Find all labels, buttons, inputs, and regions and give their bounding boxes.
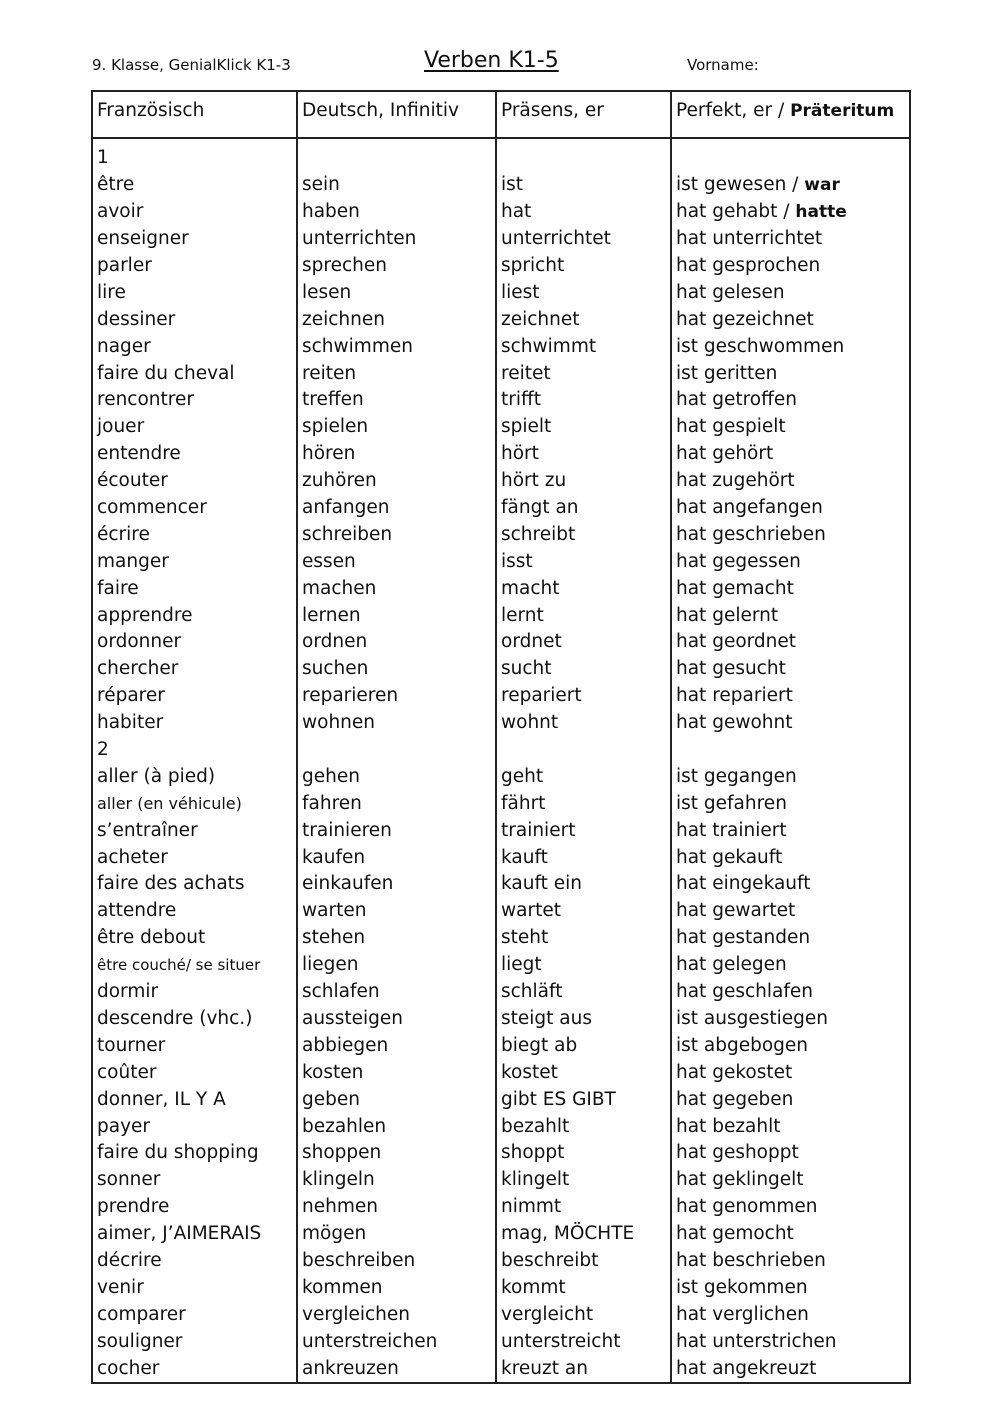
perfect-text: hat verglichen xyxy=(676,1303,809,1325)
table-row xyxy=(92,333,910,360)
german-infinitive: unterrichten xyxy=(297,226,496,253)
present-form: mag, MÖCHTE xyxy=(496,1221,671,1248)
empty-cell xyxy=(496,145,671,172)
perfect-form xyxy=(671,253,910,280)
perfect-form xyxy=(671,871,910,898)
perfect-text: ist gefahren xyxy=(676,792,787,814)
table-row xyxy=(92,468,910,495)
table-header-row xyxy=(92,91,910,138)
perfect-text: hat gehabt / xyxy=(676,201,796,223)
table-row xyxy=(92,172,910,199)
perfect-form xyxy=(671,279,910,306)
perfect-form xyxy=(671,1301,910,1328)
perfect-form xyxy=(671,1274,910,1301)
perfect-text: hat geschlafen xyxy=(676,981,813,1003)
german-infinitive: nehmen xyxy=(297,1194,496,1221)
table-row xyxy=(92,1301,910,1328)
french-verb: acheter xyxy=(92,844,297,871)
perfect-text: hat gesprochen xyxy=(676,255,821,276)
table-row xyxy=(92,306,910,333)
perfect-text: hat angekreuzt xyxy=(676,1357,817,1379)
perfect-text: ist abgebogen xyxy=(676,1034,809,1056)
perfect-form xyxy=(671,1194,910,1221)
perfect-text: hat gegeben xyxy=(676,1088,794,1110)
french-verb: donner, IL Y A xyxy=(92,1086,297,1113)
perfect-text: hat gelernt xyxy=(676,604,779,626)
german-infinitive: schreiben xyxy=(297,521,496,548)
german-infinitive: liegen xyxy=(297,952,496,979)
perfect-text: hat gehört xyxy=(676,443,774,465)
german-infinitive: kommen xyxy=(297,1274,496,1301)
present-form: trifft xyxy=(496,387,671,414)
perfect-text: hat gekauft xyxy=(676,846,783,868)
french-verb: être xyxy=(92,172,297,199)
table-row xyxy=(92,952,910,979)
present-form: wartet xyxy=(496,898,671,925)
perfect-text: hat unterstrichen xyxy=(676,1330,837,1352)
french-verb: payer xyxy=(92,1113,297,1140)
french-verb: faire des achats xyxy=(92,871,297,898)
perfect-form xyxy=(671,844,910,871)
section-2-row xyxy=(92,737,910,764)
perfect-form xyxy=(671,1059,910,1086)
perfect-form xyxy=(671,1086,910,1113)
french-verb: écrire xyxy=(92,521,297,548)
perfect-form xyxy=(671,790,910,817)
table-row xyxy=(92,279,910,306)
present-form: klingelt xyxy=(496,1167,671,1194)
present-form: hört xyxy=(496,441,671,468)
french-verb: aller (en véhicule) xyxy=(92,790,297,817)
french-verb: commencer xyxy=(92,495,297,522)
french-verb: coûter xyxy=(92,1059,297,1086)
perfect-text: ist gegangen xyxy=(676,765,797,787)
present-form: reitet xyxy=(496,360,671,387)
table-row xyxy=(92,521,910,548)
verb-table-body xyxy=(92,138,910,1383)
perfect-text: hat geklingelt xyxy=(676,1169,804,1191)
present-form: macht xyxy=(496,575,671,602)
perfect-form xyxy=(671,898,910,925)
table-row xyxy=(92,1248,910,1275)
perfect-form xyxy=(671,683,910,710)
german-infinitive: spielen xyxy=(297,414,496,441)
present-form: lernt xyxy=(496,602,671,629)
table-row xyxy=(92,548,910,575)
perfect-form xyxy=(671,495,910,522)
perfect-text: hat gemocht xyxy=(676,1223,794,1245)
present-form: gibt ES GIBT xyxy=(496,1086,671,1113)
german-infinitive: treffen xyxy=(297,387,496,414)
table-row xyxy=(92,387,910,414)
table-row xyxy=(92,790,910,817)
table-row xyxy=(92,1059,910,1086)
german-infinitive: zuhören xyxy=(297,468,496,495)
german-infinitive: schlafen xyxy=(297,979,496,1006)
verb-table xyxy=(91,90,911,1384)
table-row xyxy=(92,1140,910,1167)
french-verb: attendre xyxy=(92,898,297,925)
french-verb: aller (à pied) xyxy=(92,763,297,790)
present-form: schläft xyxy=(496,979,671,1006)
present-form: nimmt xyxy=(496,1194,671,1221)
table-row xyxy=(92,1355,910,1383)
empty-cell xyxy=(297,737,496,764)
perfect-text: hat gespielt xyxy=(676,416,786,438)
table-row xyxy=(92,1006,910,1033)
perfect-form xyxy=(671,1328,910,1355)
preterite-text: hatte xyxy=(795,202,847,223)
empty-cell xyxy=(297,145,496,172)
german-infinitive: warten xyxy=(297,898,496,925)
perfect-text: hat gesucht xyxy=(676,658,786,680)
german-infinitive: einkaufen xyxy=(297,871,496,898)
table-row xyxy=(92,898,910,925)
perfect-form xyxy=(671,763,910,790)
french-verb: faire xyxy=(92,575,297,602)
perfect-form xyxy=(671,360,910,387)
header-perfect-label: Perfekt, er / xyxy=(676,100,791,121)
empty-cell xyxy=(671,145,910,172)
french-verb: descendre (vhc.) xyxy=(92,1006,297,1033)
french-verb: venir xyxy=(92,1274,297,1301)
german-infinitive: bezahlen xyxy=(297,1113,496,1140)
perfect-text: ist geritten xyxy=(676,362,778,384)
table-row xyxy=(92,360,910,387)
german-infinitive: shoppen xyxy=(297,1140,496,1167)
present-form: trainiert xyxy=(496,817,671,844)
present-form: kommt xyxy=(496,1274,671,1301)
french-verb: lire xyxy=(92,279,297,306)
table-row xyxy=(92,1328,910,1355)
table-row xyxy=(92,441,910,468)
german-infinitive: ordnen xyxy=(297,629,496,656)
present-form: kauft ein xyxy=(496,871,671,898)
french-verb: habiter xyxy=(92,710,297,737)
perfect-form xyxy=(671,1140,910,1167)
present-form: sucht xyxy=(496,656,671,683)
present-form: hört zu xyxy=(496,468,671,495)
german-infinitive: gehen xyxy=(297,763,496,790)
french-verb: nager xyxy=(92,333,297,360)
table-row xyxy=(92,414,910,441)
perfect-text: hat unterrichtet xyxy=(676,228,823,250)
perfect-text: hat gewohnt xyxy=(676,712,793,734)
table-row xyxy=(92,683,910,710)
table-row xyxy=(92,763,910,790)
french-verb: prendre xyxy=(92,1194,297,1221)
present-form: kauft xyxy=(496,844,671,871)
table-row xyxy=(92,1113,910,1140)
german-infinitive: essen xyxy=(297,548,496,575)
perfect-form xyxy=(671,226,910,253)
german-infinitive: reiten xyxy=(297,360,496,387)
perfect-form xyxy=(671,306,910,333)
table-row xyxy=(92,710,910,737)
french-verb: manger xyxy=(92,548,297,575)
empty-cell xyxy=(496,737,671,764)
header-french: Französisch xyxy=(92,91,297,138)
german-infinitive: reparieren xyxy=(297,683,496,710)
present-form: vergleicht xyxy=(496,1301,671,1328)
french-verb: réparer xyxy=(92,683,297,710)
first-name-label: Vorname: xyxy=(687,56,759,74)
german-infinitive: vergleichen xyxy=(297,1301,496,1328)
present-form: beschreibt xyxy=(496,1248,671,1275)
perfect-text: hat repariert xyxy=(676,685,793,707)
perfect-text: hat gelegen xyxy=(676,954,787,976)
present-form: unterrichtet xyxy=(496,226,671,253)
french-verb: apprendre xyxy=(92,602,297,629)
table-row xyxy=(92,629,910,656)
german-infinitive: stehen xyxy=(297,925,496,952)
header-perfect xyxy=(671,91,910,138)
class-label: 9. Klasse, GenialKlick K1-3 xyxy=(92,56,291,74)
header-german-infinitive: Deutsch, Infinitiv xyxy=(297,91,496,138)
german-infinitive: trainieren xyxy=(297,817,496,844)
empty-cell xyxy=(671,737,910,764)
french-verb: aimer, J’AIMERAIS xyxy=(92,1221,297,1248)
german-infinitive: machen xyxy=(297,575,496,602)
perfect-text: hat gegessen xyxy=(676,550,801,572)
german-infinitive: hören xyxy=(297,441,496,468)
perfect-text: hat trainiert xyxy=(676,819,787,841)
perfect-form xyxy=(671,710,910,737)
present-form: fängt an xyxy=(496,495,671,522)
french-verb: chercher xyxy=(92,656,297,683)
table-row xyxy=(92,226,910,253)
perfect-text: ist ausgestiegen xyxy=(676,1007,829,1029)
table-row xyxy=(92,925,910,952)
present-form: wohnt xyxy=(496,710,671,737)
french-verb: souligner xyxy=(92,1328,297,1355)
table-row xyxy=(92,1221,910,1248)
german-infinitive: suchen xyxy=(297,656,496,683)
table-row xyxy=(92,844,910,871)
perfect-form xyxy=(671,629,910,656)
french-verb: s’entraîner xyxy=(92,817,297,844)
french-verb: entendre xyxy=(92,441,297,468)
german-infinitive: aussteigen xyxy=(297,1006,496,1033)
present-form: fährt xyxy=(496,790,671,817)
present-form: kreuzt an xyxy=(496,1355,671,1383)
present-form: repariert xyxy=(496,683,671,710)
perfect-text: hat gestanden xyxy=(676,927,811,949)
perfect-text: hat gekostet xyxy=(676,1061,793,1083)
table-row xyxy=(92,1086,910,1113)
french-verb: jouer xyxy=(92,414,297,441)
present-form: liest xyxy=(496,279,671,306)
preterite-text: war xyxy=(804,175,840,196)
perfect-form xyxy=(671,1032,910,1059)
french-verb: faire du shopping xyxy=(92,1140,297,1167)
perfect-form xyxy=(671,414,910,441)
german-infinitive: kaufen xyxy=(297,844,496,871)
perfect-text: hat gewartet xyxy=(676,900,796,922)
table-row xyxy=(92,656,910,683)
french-verb: sonner xyxy=(92,1167,297,1194)
perfect-text: hat geschrieben xyxy=(676,523,826,545)
perfect-form xyxy=(671,387,910,414)
german-infinitive: kosten xyxy=(297,1059,496,1086)
perfect-form xyxy=(671,468,910,495)
table-row xyxy=(92,575,910,602)
present-form: liegt xyxy=(496,952,671,979)
french-verb: décrire xyxy=(92,1248,297,1275)
german-infinitive: fahren xyxy=(297,790,496,817)
perfect-text: hat beschrieben xyxy=(676,1249,826,1271)
french-verb: cocher xyxy=(92,1355,297,1383)
table-row xyxy=(92,495,910,522)
present-form: schreibt xyxy=(496,521,671,548)
present-form: steigt aus xyxy=(496,1006,671,1033)
german-infinitive: anfangen xyxy=(297,495,496,522)
present-form: shoppt xyxy=(496,1140,671,1167)
french-verb: faire du cheval xyxy=(92,360,297,387)
table-row xyxy=(92,1032,910,1059)
german-infinitive: unterstreichen xyxy=(297,1328,496,1355)
french-verb: rencontrer xyxy=(92,387,297,414)
table-row xyxy=(92,602,910,629)
perfect-form xyxy=(671,1221,910,1248)
table-row xyxy=(92,199,910,226)
present-form: steht xyxy=(496,925,671,952)
perfect-form xyxy=(671,575,910,602)
perfect-form xyxy=(671,548,910,575)
german-infinitive: haben xyxy=(297,199,496,226)
perfect-text: hat gemacht xyxy=(676,577,794,599)
french-verb: être debout xyxy=(92,925,297,952)
perfect-text: hat bezahlt xyxy=(676,1115,781,1137)
perfect-form xyxy=(671,1355,910,1383)
present-form: ist xyxy=(496,172,671,199)
present-form: zeichnet xyxy=(496,306,671,333)
german-infinitive: schwimmen xyxy=(297,333,496,360)
table-row xyxy=(92,979,910,1006)
perfect-form xyxy=(671,952,910,979)
perfect-text: hat geshoppt xyxy=(676,1142,799,1164)
perfect-text: ist gekommen xyxy=(676,1276,808,1298)
perfect-form xyxy=(671,441,910,468)
perfect-form xyxy=(671,1248,910,1275)
french-verb: comparer xyxy=(92,1301,297,1328)
table-row xyxy=(92,1194,910,1221)
german-infinitive: sprechen xyxy=(297,253,496,280)
present-form: kostet xyxy=(496,1059,671,1086)
present-form: hat xyxy=(496,199,671,226)
german-infinitive: zeichnen xyxy=(297,306,496,333)
present-form: geht xyxy=(496,763,671,790)
present-form: spricht xyxy=(496,253,671,280)
table-row xyxy=(92,253,910,280)
perfect-form xyxy=(671,333,910,360)
section-1-row xyxy=(92,145,910,172)
page-title: Verben K1-5 xyxy=(424,48,559,73)
perfect-form xyxy=(671,602,910,629)
german-infinitive: lernen xyxy=(297,602,496,629)
perfect-form xyxy=(671,1006,910,1033)
french-verb: dessiner xyxy=(92,306,297,333)
perfect-form xyxy=(671,521,910,548)
perfect-text: hat angefangen xyxy=(676,497,823,519)
perfect-text: hat gelesen xyxy=(676,281,785,303)
perfect-text: hat eingekauft xyxy=(676,873,811,895)
perfect-form xyxy=(671,1113,910,1140)
table-row xyxy=(92,817,910,844)
german-infinitive: beschreiben xyxy=(297,1248,496,1275)
french-verb: écouter xyxy=(92,468,297,495)
section-number: 1 xyxy=(92,145,297,172)
present-form: unterstreicht xyxy=(496,1328,671,1355)
perfect-text: hat genommen xyxy=(676,1196,818,1218)
german-infinitive: klingeln xyxy=(297,1167,496,1194)
german-infinitive: sein xyxy=(297,172,496,199)
present-form: schwimmt xyxy=(496,333,671,360)
present-form: biegt ab xyxy=(496,1032,671,1059)
german-infinitive: mögen xyxy=(297,1221,496,1248)
german-infinitive: ankreuzen xyxy=(297,1355,496,1383)
perfect-text: ist gewesen / xyxy=(676,174,805,196)
perfect-form xyxy=(671,199,910,226)
french-verb: avoir xyxy=(92,199,297,226)
perfect-form xyxy=(671,1167,910,1194)
perfect-text: hat gezeichnet xyxy=(676,308,814,330)
french-verb: parler xyxy=(92,253,297,280)
present-form: spielt xyxy=(496,414,671,441)
perfect-text: ist geschwommen xyxy=(676,335,845,357)
header-present: Präsens, er xyxy=(496,91,671,138)
perfect-text: hat getroffen xyxy=(676,389,797,411)
perfect-form xyxy=(671,979,910,1006)
french-verb: enseigner xyxy=(92,226,297,253)
french-verb: ordonner xyxy=(92,629,297,656)
french-verb: être couché/ se situer xyxy=(92,952,297,979)
german-infinitive: wohnen xyxy=(297,710,496,737)
perfect-form xyxy=(671,656,910,683)
table-row xyxy=(92,1274,910,1301)
german-infinitive: geben xyxy=(297,1086,496,1113)
german-infinitive: lesen xyxy=(297,279,496,306)
german-infinitive: abbiegen xyxy=(297,1032,496,1059)
present-form: isst xyxy=(496,548,671,575)
perfect-text: hat zugehört xyxy=(676,470,795,492)
table-row xyxy=(92,1167,910,1194)
header-preterite-label: Präteritum xyxy=(790,101,895,121)
french-verb: dormir xyxy=(92,979,297,1006)
french-verb: tourner xyxy=(92,1032,297,1059)
perfect-text: hat geordnet xyxy=(676,631,797,653)
perfect-form xyxy=(671,172,910,199)
table-row xyxy=(92,871,910,898)
section-number: 2 xyxy=(92,737,297,764)
present-form: bezahlt xyxy=(496,1113,671,1140)
present-form: ordnet xyxy=(496,629,671,656)
perfect-form xyxy=(671,817,910,844)
perfect-form xyxy=(671,925,910,952)
